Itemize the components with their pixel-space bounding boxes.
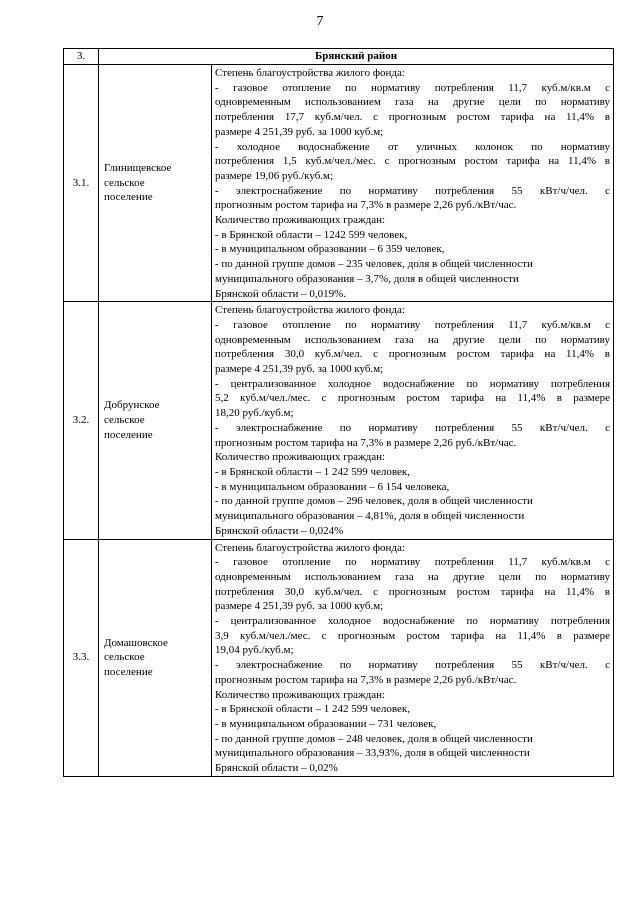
- settlement-name-line: Добрунское: [104, 399, 160, 412]
- description-line: - в муниципальном образовании – 731 человек,: [215, 717, 437, 730]
- table-row: [64, 302, 614, 539]
- description-line: потребления 30,0 куб.м/чел. с прогнозным ростом тарифа на 11,4% в: [215, 585, 610, 598]
- description-line: - централизованное холодное водоснабжение по нормативу потребления: [215, 615, 610, 628]
- description-line: потребления 30,0 куб.м/чел. с прогнозным ростом тарифа на 11,4% в: [215, 348, 610, 361]
- description-line: 3,9 куб.м/чел./мес. с прогнозным ростом тарифа на 11,4% в размере: [215, 629, 610, 642]
- description-line: Количество проживающих граждан:: [215, 451, 386, 464]
- settlement-name-line: поселение: [104, 665, 153, 678]
- description-line: Степень благоустройства жилого фонда:: [215, 67, 405, 79]
- description-line: - по данной группе домов – 235 человек, доля в общей численности: [215, 258, 533, 271]
- settlement-name-line: Домашовское: [104, 636, 168, 649]
- description-line: - централизованное холодное водоснабжение по нормативу потребления: [215, 377, 610, 390]
- housing-description: [212, 539, 614, 776]
- description-line: - электроснабжение по нормативу потребления 55 кВт/ч/чел. с: [215, 421, 610, 434]
- description-line: Количество проживающих граждан:: [215, 214, 386, 227]
- section-title: Брянский район: [99, 49, 614, 65]
- row-number: 3.1.: [64, 65, 99, 302]
- settlement-name: [99, 539, 212, 776]
- description-line: - в Брянской области – 1 242 599 человек,: [215, 465, 410, 478]
- table-row: [64, 539, 614, 776]
- description-line: муниципального образования – 3,7%, доля в общей численности: [215, 272, 519, 285]
- description-line: размере 4 251,39 руб. за 1000 куб.м;: [215, 600, 384, 613]
- row-number: 3.2.: [64, 302, 99, 539]
- row-number: 3.3.: [64, 539, 99, 776]
- description-line: - в муниципальном образовании – 6 359 человек,: [215, 243, 445, 256]
- settlement-name: [99, 302, 212, 539]
- settlement-name-line: сельское: [104, 651, 145, 664]
- description-line: муниципального образования – 33,93%, доля в общей численности: [215, 747, 530, 760]
- district-table: [63, 48, 614, 777]
- table-row: [64, 65, 614, 302]
- settlement-name-line: Глинищевское: [104, 162, 172, 175]
- description-line: - в муниципальном образовании – 6 154 человека,: [215, 480, 450, 493]
- description-line: размере 19,06 руб./куб.м;: [215, 169, 334, 182]
- settlement-name-line: сельское: [104, 414, 145, 427]
- description-line: - по данной группе домов – 296 человек, доля в общей численности: [215, 495, 533, 508]
- description-line: прогнозным ростом тарифа на 7,3% в размере 2,26 руб./кВт/час.: [215, 436, 517, 449]
- description-line: - электроснабжение по нормативу потребления 55 кВт/ч/чел. с: [215, 184, 610, 197]
- settlement-name-line: сельское: [104, 176, 145, 189]
- description-line: прогнозным ростом тарифа на 7,3% в размере 2,26 руб./кВт/час.: [215, 673, 517, 686]
- description-line: Брянской области – 0,019%.: [215, 287, 347, 300]
- description-line: потребления 17,7 куб.м/чел. с прогнозным ростом тарифа на 11,4% в: [215, 111, 610, 124]
- description-line: Степень благоустройства жилого фонда:: [215, 541, 405, 554]
- housing-description: [212, 302, 614, 539]
- description-line: потребления 1,5 куб.м/чел./мес. с прогнозным ростом тарифа на 11,4% в: [215, 155, 610, 168]
- description-line: размере 4 251,39 руб. за 1000 куб.м;: [215, 363, 384, 376]
- page-number: 7: [316, 14, 324, 29]
- description-line: 5,2 куб.м/чел./мес. с прогнозным ростом тарифа на 11,4% в размере: [215, 392, 610, 405]
- description-line: 18,20 руб./куб.м;: [215, 407, 294, 420]
- settlement-name-line: поселение: [104, 428, 153, 441]
- housing-description: [212, 65, 614, 302]
- table-header-row: [64, 49, 614, 65]
- description-line: - электроснабжение по нормативу потребления 55 кВт/ч/чел. с: [215, 659, 610, 672]
- description-line: 19,04 руб./куб.м;: [215, 644, 294, 657]
- description-line: - по данной группе домов – 248 человек, доля в общей численности: [215, 732, 533, 745]
- description-line: - в Брянской области – 1 242 599 человек,: [215, 703, 410, 716]
- description-line: одновременным использованием газа на другие цели по нормативу: [215, 570, 610, 583]
- description-line: прогнозным ростом тарифа на 7,3% в размере 2,26 руб./кВт/час.: [215, 199, 517, 212]
- description-line: одновременным использованием газа на другие цели по нормативу: [215, 96, 610, 109]
- settlement-name-line: поселение: [104, 191, 153, 204]
- description-line: муниципального образования – 4,81%, доля в общей численности: [215, 510, 525, 523]
- description-line: одновременным использованием газа на другие цели по нормативу: [215, 333, 610, 346]
- description-line: Степень благоустройства жилого фонда:: [215, 304, 405, 317]
- section-number: 3.: [64, 49, 99, 65]
- description-line: - газовое отопление по нормативу потребления 11,7 куб.м/кв.м с: [215, 556, 610, 569]
- description-line: - холодное водоснабжение от уличных колонок по нормативу: [215, 140, 610, 153]
- description-line: - газовое отопление по нормативу потребления 11,7 куб.м/кв.м с: [215, 81, 610, 94]
- description-line: Количество проживающих граждан:: [215, 688, 386, 701]
- description-line: Брянской области – 0,02%: [215, 762, 338, 775]
- description-line: - газовое отопление по нормативу потребления 11,7 куб.м/кв.м с: [215, 318, 610, 331]
- description-line: - в Брянской области – 1242 599 человек,: [215, 228, 408, 241]
- description-line: размере 4 251,39 руб. за 1000 куб.м;: [215, 125, 384, 138]
- settlement-name: [99, 65, 212, 302]
- description-line: Брянской области – 0,024%: [215, 524, 344, 537]
